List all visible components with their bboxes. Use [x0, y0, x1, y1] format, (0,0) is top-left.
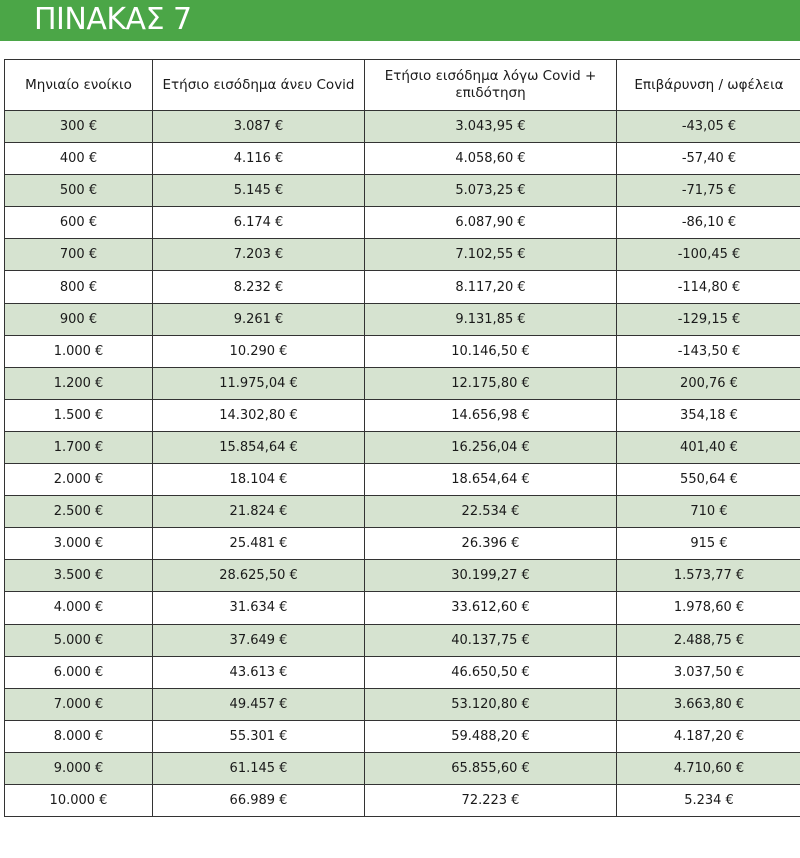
cell-income-with-covid: 6.087,90 €	[365, 207, 617, 239]
cell-burden-benefit: -86,10 €	[617, 207, 800, 239]
header-row	[5, 60, 800, 111]
cell-income-without-covid: 18.104 €	[153, 464, 365, 496]
cell-burden-benefit: -71,75 €	[617, 175, 800, 207]
table-row	[5, 752, 800, 784]
cell-income-with-covid: 59.488,20 €	[365, 720, 617, 752]
cell-monthly-rent: 7.000 €	[5, 688, 153, 720]
table-row	[5, 528, 800, 560]
cell-burden-benefit: 4.187,20 €	[617, 720, 800, 752]
cell-income-without-covid: 8.232 €	[153, 271, 365, 303]
cell-income-without-covid: 66.989 €	[153, 784, 365, 816]
cell-burden-benefit: 710 €	[617, 496, 800, 528]
cell-burden-benefit: 354,18 €	[617, 399, 800, 431]
cell-monthly-rent: 5.000 €	[5, 624, 153, 656]
table-row	[5, 367, 800, 399]
cell-monthly-rent: 4.000 €	[5, 592, 153, 624]
cell-monthly-rent: 2.500 €	[5, 496, 153, 528]
table-title: ΠΙΝΑΚΑΣ 7	[34, 2, 192, 37]
header-monthly-rent: Μηνιαίο ενοίκιο	[5, 60, 153, 111]
cell-monthly-rent: 600 €	[5, 207, 153, 239]
table-row	[5, 431, 800, 463]
title-bar	[0, 0, 800, 41]
cell-burden-benefit: 1.978,60 €	[617, 592, 800, 624]
table-row	[5, 784, 800, 816]
cell-burden-benefit: 401,40 €	[617, 431, 800, 463]
cell-income-with-covid: 4.058,60 €	[365, 143, 617, 175]
cell-monthly-rent: 700 €	[5, 239, 153, 271]
cell-burden-benefit: -143,50 €	[617, 335, 800, 367]
cell-income-without-covid: 43.613 €	[153, 656, 365, 688]
header-income-with-covid: Ετήσιο εισόδημα λόγω Covid + επιδότηση	[365, 60, 617, 111]
cell-income-without-covid: 55.301 €	[153, 720, 365, 752]
cell-income-without-covid: 5.145 €	[153, 175, 365, 207]
cell-income-without-covid: 61.145 €	[153, 752, 365, 784]
cell-income-with-covid: 30.199,27 €	[365, 560, 617, 592]
cell-income-with-covid: 26.396 €	[365, 528, 617, 560]
cell-income-with-covid: 72.223 €	[365, 784, 617, 816]
cell-income-without-covid: 9.261 €	[153, 303, 365, 335]
cell-income-with-covid: 8.117,20 €	[365, 271, 617, 303]
cell-burden-benefit: 550,64 €	[617, 464, 800, 496]
cell-burden-benefit: 200,76 €	[617, 367, 800, 399]
cell-monthly-rent: 1.500 €	[5, 399, 153, 431]
cell-monthly-rent: 6.000 €	[5, 656, 153, 688]
cell-monthly-rent: 300 €	[5, 111, 153, 143]
cell-monthly-rent: 8.000 €	[5, 720, 153, 752]
cell-monthly-rent: 9.000 €	[5, 752, 153, 784]
table-row	[5, 560, 800, 592]
cell-income-without-covid: 11.975,04 €	[153, 367, 365, 399]
cell-monthly-rent: 10.000 €	[5, 784, 153, 816]
cell-burden-benefit: 4.710,60 €	[617, 752, 800, 784]
table-row	[5, 111, 800, 143]
table-row	[5, 624, 800, 656]
cell-monthly-rent: 400 €	[5, 143, 153, 175]
table-row	[5, 175, 800, 207]
table-row	[5, 656, 800, 688]
cell-income-with-covid: 40.137,75 €	[365, 624, 617, 656]
cell-monthly-rent: 3.000 €	[5, 528, 153, 560]
cell-burden-benefit: -57,40 €	[617, 143, 800, 175]
header-burden-benefit: Επιβάρυνση / ωφέλεια	[617, 60, 800, 111]
table-row	[5, 592, 800, 624]
cell-burden-benefit: 3.663,80 €	[617, 688, 800, 720]
cell-income-without-covid: 7.203 €	[153, 239, 365, 271]
cell-income-with-covid: 53.120,80 €	[365, 688, 617, 720]
table-row	[5, 720, 800, 752]
table-body	[5, 111, 800, 817]
cell-income-without-covid: 31.634 €	[153, 592, 365, 624]
cell-income-without-covid: 10.290 €	[153, 335, 365, 367]
cell-burden-benefit: 5.234 €	[617, 784, 800, 816]
cell-income-without-covid: 28.625,50 €	[153, 560, 365, 592]
cell-income-with-covid: 18.654,64 €	[365, 464, 617, 496]
cell-income-without-covid: 15.854,64 €	[153, 431, 365, 463]
cell-income-with-covid: 33.612,60 €	[365, 592, 617, 624]
table-row	[5, 239, 800, 271]
table-row	[5, 464, 800, 496]
cell-monthly-rent: 800 €	[5, 271, 153, 303]
table-row	[5, 335, 800, 367]
cell-income-without-covid: 49.457 €	[153, 688, 365, 720]
cell-monthly-rent: 2.000 €	[5, 464, 153, 496]
cell-income-without-covid: 21.824 €	[153, 496, 365, 528]
cell-income-with-covid: 22.534 €	[365, 496, 617, 528]
cell-burden-benefit: -100,45 €	[617, 239, 800, 271]
cell-income-without-covid: 6.174 €	[153, 207, 365, 239]
cell-income-with-covid: 12.175,80 €	[365, 367, 617, 399]
cell-burden-benefit: 3.037,50 €	[617, 656, 800, 688]
cell-income-without-covid: 3.087 €	[153, 111, 365, 143]
cell-burden-benefit: -114,80 €	[617, 271, 800, 303]
table-row	[5, 399, 800, 431]
cell-burden-benefit: 1.573,77 €	[617, 560, 800, 592]
table-row	[5, 496, 800, 528]
cell-burden-benefit: -129,15 €	[617, 303, 800, 335]
table-row	[5, 303, 800, 335]
cell-monthly-rent: 1.200 €	[5, 367, 153, 399]
cell-monthly-rent: 1.700 €	[5, 431, 153, 463]
header-income-without-covid: Ετήσιο εισόδημα άνευ Covid	[153, 60, 365, 111]
cell-income-with-covid: 3.043,95 €	[365, 111, 617, 143]
cell-income-with-covid: 16.256,04 €	[365, 431, 617, 463]
cell-income-without-covid: 25.481 €	[153, 528, 365, 560]
table-row	[5, 207, 800, 239]
cell-income-with-covid: 10.146,50 €	[365, 335, 617, 367]
rent-income-table	[4, 59, 800, 817]
cell-income-with-covid: 65.855,60 €	[365, 752, 617, 784]
cell-monthly-rent: 3.500 €	[5, 560, 153, 592]
cell-income-without-covid: 4.116 €	[153, 143, 365, 175]
cell-monthly-rent: 500 €	[5, 175, 153, 207]
cell-income-with-covid: 46.650,50 €	[365, 656, 617, 688]
table-row	[5, 143, 800, 175]
cell-income-with-covid: 9.131,85 €	[365, 303, 617, 335]
cell-income-with-covid: 5.073,25 €	[365, 175, 617, 207]
cell-income-without-covid: 37.649 €	[153, 624, 365, 656]
table-row	[5, 271, 800, 303]
cell-burden-benefit: -43,05 €	[617, 111, 800, 143]
cell-income-without-covid: 14.302,80 €	[153, 399, 365, 431]
table-row	[5, 688, 800, 720]
cell-monthly-rent: 900 €	[5, 303, 153, 335]
cell-burden-benefit: 915 €	[617, 528, 800, 560]
cell-income-with-covid: 7.102,55 €	[365, 239, 617, 271]
cell-burden-benefit: 2.488,75 €	[617, 624, 800, 656]
cell-income-with-covid: 14.656,98 €	[365, 399, 617, 431]
cell-monthly-rent: 1.000 €	[5, 335, 153, 367]
